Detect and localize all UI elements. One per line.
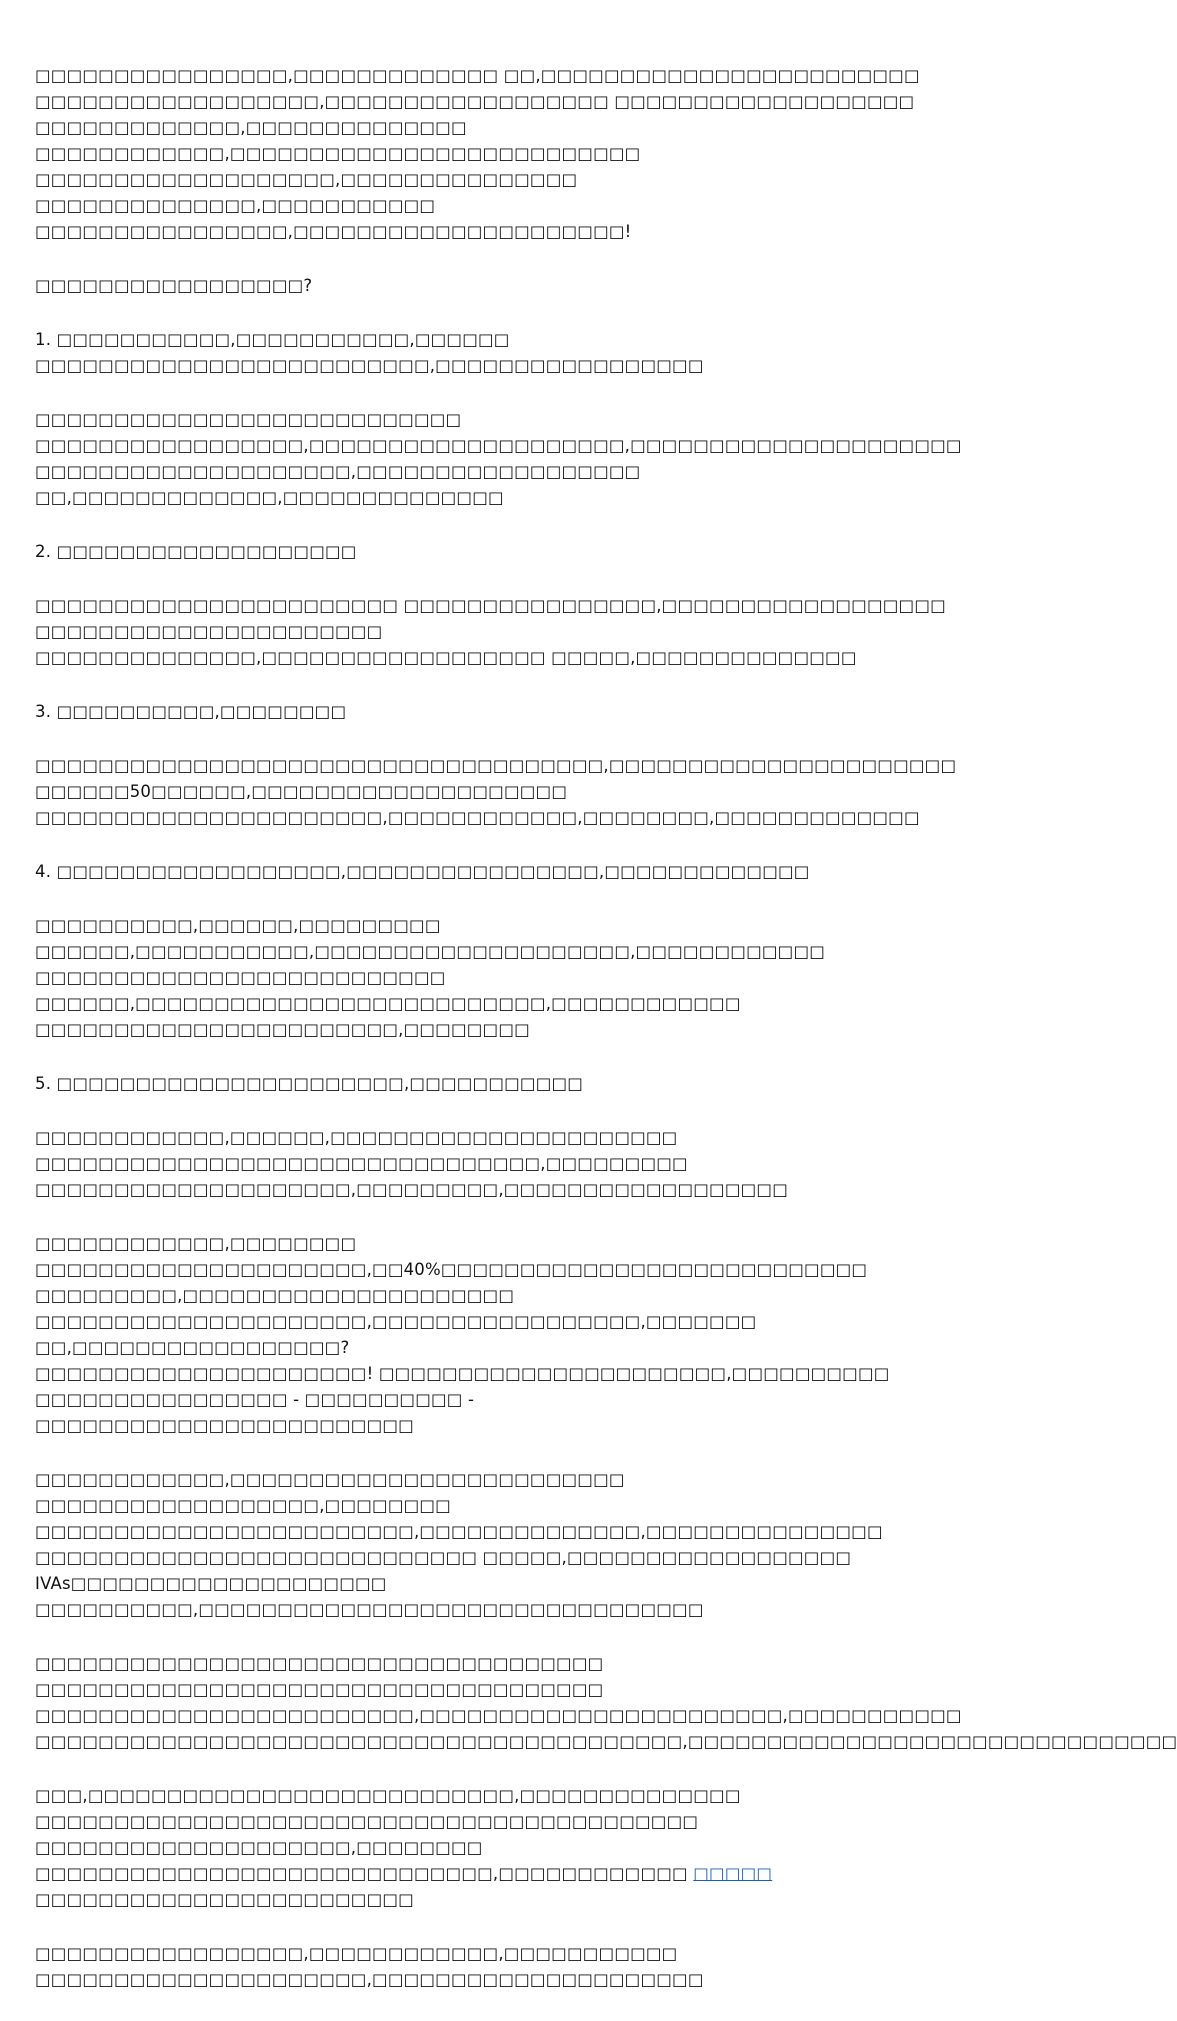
point-1-heading: 1. □□□□□□□□□□□,□□□□□□□□□□□,□□□□□□ □□□□□□□□□□□□□□□□□□□□□□□□□,□□□□□□□□□□□□□□□□□ (35, 330, 704, 375)
intro-paragraph: □□□□□□□□□□□□□□□□,□□□□□□□□□□□□□ □□,□□□□□□□□□□□□□□□□□□□□□□□□ □□□□□□□□□□□□□□□□□□,□□□□□□□□□□□□□□□□□□ □□□□□□□□□□□□□□□□□□□ □□□□□□□□□□□□□,□□□□□□□□□□□□□□ □□□□□□□□□□□□,□□□□□□□□□□□□□□□□□□□□□□□□□□ □□□□□□□□□□□□□□□□□□□,□□□□□□□□□□□□□□□ □□□□□□□□□□□□□□,□□□□□□□□□□□ □□□□□□□□□□□□□□□□,□□□□□□□□□□□□□□□□□□□□□! (35, 66, 920, 241)
closing-paragraph: □□□□□□□□□□□□□□□□□,□□□□□□□□□□□□,□□□□□□□□□□□ □□□□□□□□□□□□□□□□□□□□□,□□□□□□□□□□□□□□□□□□□□□ (35, 1944, 704, 1989)
point-3-heading: 3. □□□□□□□□□□,□□□□□□□□ (35, 702, 347, 721)
point-4-body: □□□□□□□□□□,□□□□□□,□□□□□□□□□ □□□□□□,□□□□□□□□□□□,□□□□□□□□□□□□□□□□□□□□,□□□□□□□□□□□□ □□□□□□□□□□□□□□□□□□□□□□□□□□ □□□□□□,□□□□□□□□□□□□□□□□□□□□□□□□□□,□□□□□□□□□□□□ □□□□□□□□□□□□□□□□□□□□□□□,□□□□□□□□ (35, 916, 826, 1039)
ivas-paragraph: □□□□□□□□□□□□,□□□□□□□□□□□□□□□□□□□□□□□□□ □□□□□□□□□□□□□□□□□□,□□□□□□□□ □□□□□□□□□□□□□□□□□□□□□□□□,□□□□□□□□□□□□□□,□□□□□□□□□□□□□□□ □□□□□□□□□□□□□□□□□□□□□□□□□□□□ □□□□□,□□□□□□□□□□□□□□□□□□ IVAs□□□□□□□□□□□□□□□□□□□□ □□□□□□□□□□,□□□□□□□□□□□□□□□□□□□□□□□□□□□□□□□□ (35, 1470, 883, 1619)
point-5-body: □□□□□□□□□□□□,□□□□□□,□□□□□□□□□□□□□□□□□□□□□□ □□□□□□□□□□□□□□□□□□□□□□□□□□□□□□□□,□□□□□□□□□ □□□□□□□□□□□□□□□□□□□□,□□□□□□□□□,□□□□□□□□□□□□□□□□□□ (35, 1128, 789, 1199)
link-paragraph-after: □□□□□□□□□□□□□□□□□□□□□□□□ (35, 1890, 414, 1909)
point-2-heading: 2. □□□□□□□□□□□□□□□□□□□ (35, 542, 357, 561)
link-paragraph (35, 1783, 975, 1913)
summary-paragraph: □□□□□□□□□□□□□□□□□□□□□□□□□□□□□□□□□□□□ □□□□□□□□□□□□□□□□□□□□□□□□□□□□□□□□□□□□ □□□□□□□□□□□□□□□□□□□□□□□□,□□□□□□□□□□□□□□□□□□□□□□□,□□□□□□□□□□□ □□□□□□□□□□□□□□□□□□□□□□□□□□□□□□□□□□□□□□□□□,□□□□□□□□□□□□□□□□□□□□□□□□□□□□□□□ (35, 1654, 1177, 1751)
point-1-body: □□□□□□□□□□□□□□□□□□□□□□□□□□□ □□□□□□□□□□□□□□□□□,□□□□□□□□□□□□□□□□□□□□,□□□□□□□□□□□□□□□□□□□□□ □□□□□□□□□□□□□□□□□□□□,□□□□□□□□□□□□□□□□□□ □□,□□□□□□□□□□□□□,□□□□□□□□□□□□□□ (35, 410, 962, 507)
link-paragraph-before: □□□,□□□□□□□□□□□□□□□□□□□□□□□□□□□,□□□□□□□□□□□□□□ □□□□□□□□□□□□□□□□□□□□□□□□□□□□□□□□□□□□□□□□□□ □□□□□□□□□□□□□□□□□□□□,□□□□□□□□ □□□□□□□□□□□□□□□□□□□□□□□□□□□□□,□□□□□□□□□□□□ (35, 1786, 741, 1883)
inline-link[interactable]: □□□□□ (693, 1864, 773, 1883)
point-3-body: □□□□□□□□□□□□□□□□□□□□□□□□□□□□□□□□□□□□,□□□□□□□□□□□□□□□□□□□□□□ □□□□□□50□□□□□□,□□□□□□□□□□□□□□□□□□□□ □□□□□□□□□□□□□□□□□□□□□□,□□□□□□□□□□□□,□□□□□□□□,□□□□□□□□□□□□□ (35, 756, 957, 827)
point-4-heading: 4. □□□□□□□□□□□□□□□□□□,□□□□□□□□□□□□□□□□,□□□□□□□□□□□□□ (35, 862, 810, 881)
question-heading: □□□□□□□□□□□□□□□□□? (35, 276, 313, 295)
point-2-body: □□□□□□□□□□□□□□□□□□□□□□□ □□□□□□□□□□□□□□□□,□□□□□□□□□□□□□□□□□□ □□□□□□□□□□□□□□□□□□□□□□ □□□□□□□□□□□□□□,□□□□□□□□□□□□□□□□□□ □□□□□,□□□□□□□□□□□□□□ (35, 596, 946, 667)
document-body (35, 63, 1177, 2021)
point-5-heading: 5. □□□□□□□□□□□□□□□□□□□□□□,□□□□□□□□□□□ (35, 1074, 584, 1093)
statistics-paragraph: □□□□□□□□□□□□,□□□□□□□□ □□□□□□□□□□□□□□□□□□□□□,□□40%□□□□□□□□□□□□□□□□□□□□□□□□□□□ □□□□□□□□□,□□□□□□□□□□□□□□□□□□□□□ □□□□□□□□□□□□□□□□□□□□□,□□□□□□□□□□□□□□□□□,□□□□□□□ □□,□□□□□□□□□□□□□□□□□? □□□□□□□□□□□□□□□□□□□□□! □□□□□□□□□□□□□□□□□□□□□□,□□□□□□□□□□ □□□□□□□□□□□□□□□□ - □□□□□□□□□□ - □□□□□□□□□□□□□□□□□□□□□□□□ (35, 1234, 890, 1435)
